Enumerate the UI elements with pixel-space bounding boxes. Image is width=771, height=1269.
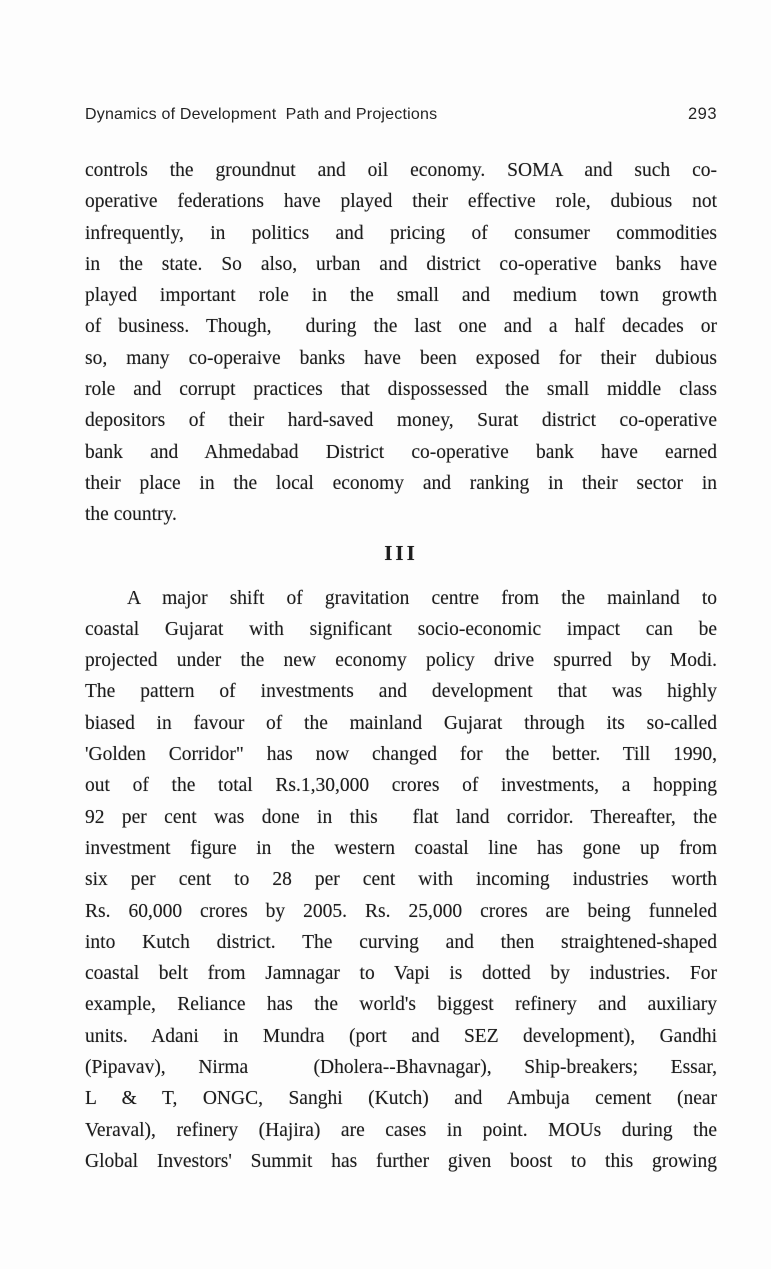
text-line: example, Reliance has the world's biggest refinery and auxiliary bbox=[85, 994, 717, 1016]
text-line: Rs. 60,000 crores by 2005. Rs. 25,000 crores are being funneled bbox=[85, 900, 717, 922]
text-line: controls the groundnut and oil economy. SOMA and such co- bbox=[85, 160, 717, 181]
page-number: 293 bbox=[687, 105, 717, 123]
text-line: role and corrupt practices that dispossessed the small middle class bbox=[85, 379, 717, 401]
text-line: out of the total Rs.1,30,000 crores of investments, a hopping bbox=[85, 775, 717, 797]
paragraph-1 bbox=[85, 155, 717, 531]
text-line: bank and Ahmedabad District co-operative bank have earned bbox=[85, 441, 717, 463]
text-line: six per cent to 28 per cent with incoming industries worth bbox=[85, 869, 717, 891]
text-line: played important role in the small and medium town growth bbox=[85, 285, 717, 307]
text-line: in the state. So also, urban and district co-operative banks have bbox=[85, 253, 717, 275]
text-line: Global Investors' Summit has further given boost to this growing bbox=[85, 1150, 717, 1172]
text-line: biased in favour of the mainland Gujarat through its so-called bbox=[85, 712, 717, 734]
running-header bbox=[85, 0, 717, 126]
page-body bbox=[85, 155, 717, 1177]
text-line: units. Adani in Mundra (port and SEZ development), Gandhi bbox=[85, 1025, 717, 1047]
text-line: infrequently, in politics and pricing of consumer commodities bbox=[85, 222, 717, 244]
text-line: investment figure in the western coastal line has gone up from bbox=[85, 837, 717, 859]
text-line: coastal Gujarat with significant socio-economic impact can be bbox=[85, 618, 717, 640]
text-line: of business. Though, during the last one and a half decades or bbox=[85, 316, 717, 338]
text-line: 92 per cent was done in this flat land corridor. Thereafter, the bbox=[85, 806, 717, 828]
text-line: depositors of their hard-saved money, Surat district co-operative bbox=[85, 410, 717, 432]
section-heading: III bbox=[384, 540, 418, 565]
text-line: their place in the local economy and ranking in their sector in bbox=[85, 472, 717, 494]
text-line: the country. bbox=[85, 504, 177, 526]
paragraph-2 bbox=[85, 583, 717, 1178]
text-line: 'Golden Corridor" has now changed for the better. Till 1990, bbox=[85, 744, 717, 766]
text-line: Veraval), refinery (Hajira) are cases in point. MOUs during the bbox=[85, 1119, 717, 1141]
text-line: (Pipavav), Nirma (Dholera--Bhavnagar), Ship-breakers; Essar, bbox=[85, 1057, 717, 1079]
text-line: into Kutch district. The curving and then straightened-shaped bbox=[85, 931, 717, 953]
text-line: The pattern of investments and development that was highly bbox=[85, 681, 717, 703]
text-line: operative federations have played their effective role, dubious not bbox=[85, 191, 717, 213]
text-line: A major shift of gravitation centre from the mainland to bbox=[127, 587, 717, 609]
text-line: L & T, ONGC, Sanghi (Kutch) and Ambuja cement (near bbox=[85, 1088, 717, 1110]
text-line: so, many co-operaive banks have been exposed for their dubious bbox=[85, 347, 717, 369]
text-line: projected under the new economy policy drive spurred by Modi. bbox=[85, 650, 717, 672]
text-line: coastal belt from Jamnagar to Vapi is dotted by industries. For bbox=[85, 963, 717, 985]
running-header-title: Dynamics of Development Path and Projections bbox=[85, 106, 438, 123]
